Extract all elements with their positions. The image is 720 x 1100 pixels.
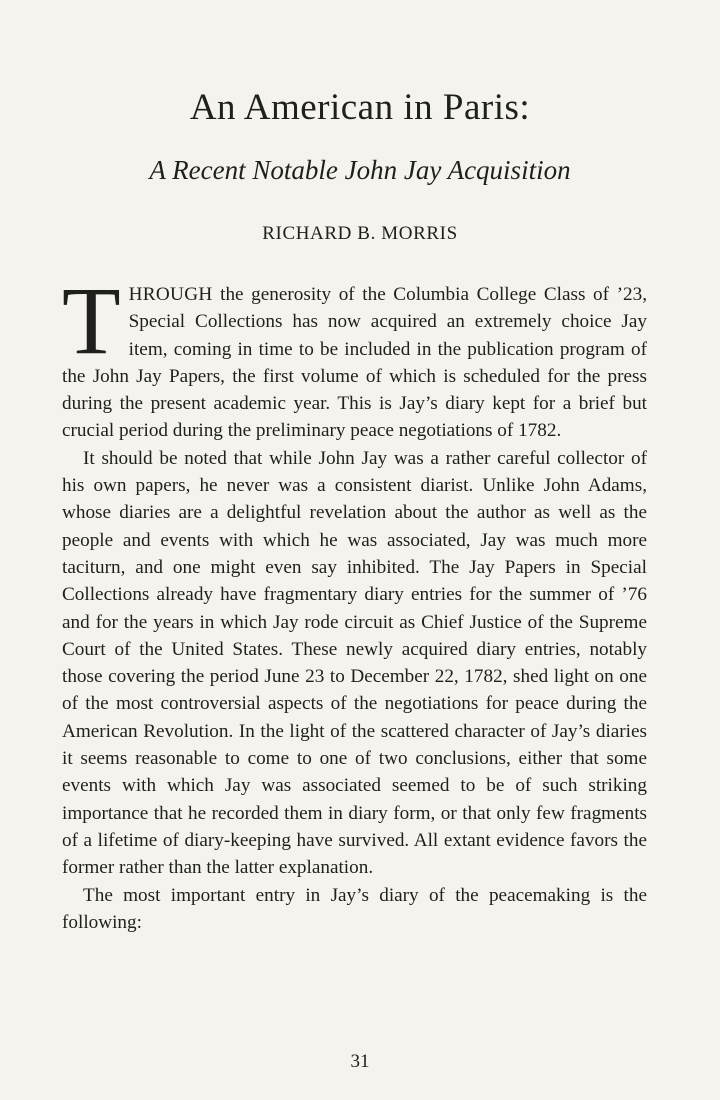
- article-title: An American in Paris:: [189, 87, 531, 128]
- paragraph-2: It should be noted that while John Jay was a rather careful collector of his own papers, he never was a consistent diarist. Unlike John Adams, whose diaries are a delightful revelation about the author as well as the people and events with which he was associated, Jay was much more taciturn, and one might even say inhibited. The Jay Papers in Special Collections already have fragmentary diary entries for the summer of ’76 and for the years in which Jay rode circuit as Chief Justice of the Supreme Court of the United States. These newly acquired diary entries, notably those covering the period June 23 to December 22, 1782, shed light on one of the most controversial aspects of the negotiations for peace during the American Revolution. In the light of the scattered character of Jay’s diaries it seems reasonable to come to one of two conclusions, either that some events with which Jay was associated seemed to be of such striking importance that he recorded them in diary form, or that only few fragments of a lifetime of diary-keeping have survived. All extant evidence favors the former rather than the latter explanation.: [62, 447, 647, 879]
- paragraph-3: The most important entry in Jay’s diary of the peacemaking is the following:: [62, 884, 647, 933]
- article-subtitle: A Recent Notable John Jay Acquisition: [149, 155, 571, 185]
- lead-in-word: HROUGH: [128, 284, 213, 305]
- page-number: 31: [350, 1051, 370, 1072]
- paragraph-1-text: the generosity of the Columbia College Class of ’23, Special Collections has now acquired an extremely choice Jay item, coming in time to be included in the publication program of the John Jay Papers, the first volume of which is scheduled for the press during the present academic year. This is Jay’s diary kept for a brief but crucial period during the preliminary peace negotiations of 1782.: [62, 284, 647, 442]
- paragraph-1: [62, 267, 647, 445]
- drop-cap: T: [62, 267, 121, 374]
- author-byline: RICHARD B. MORRIS: [262, 223, 458, 244]
- article-body: [62, 267, 647, 936]
